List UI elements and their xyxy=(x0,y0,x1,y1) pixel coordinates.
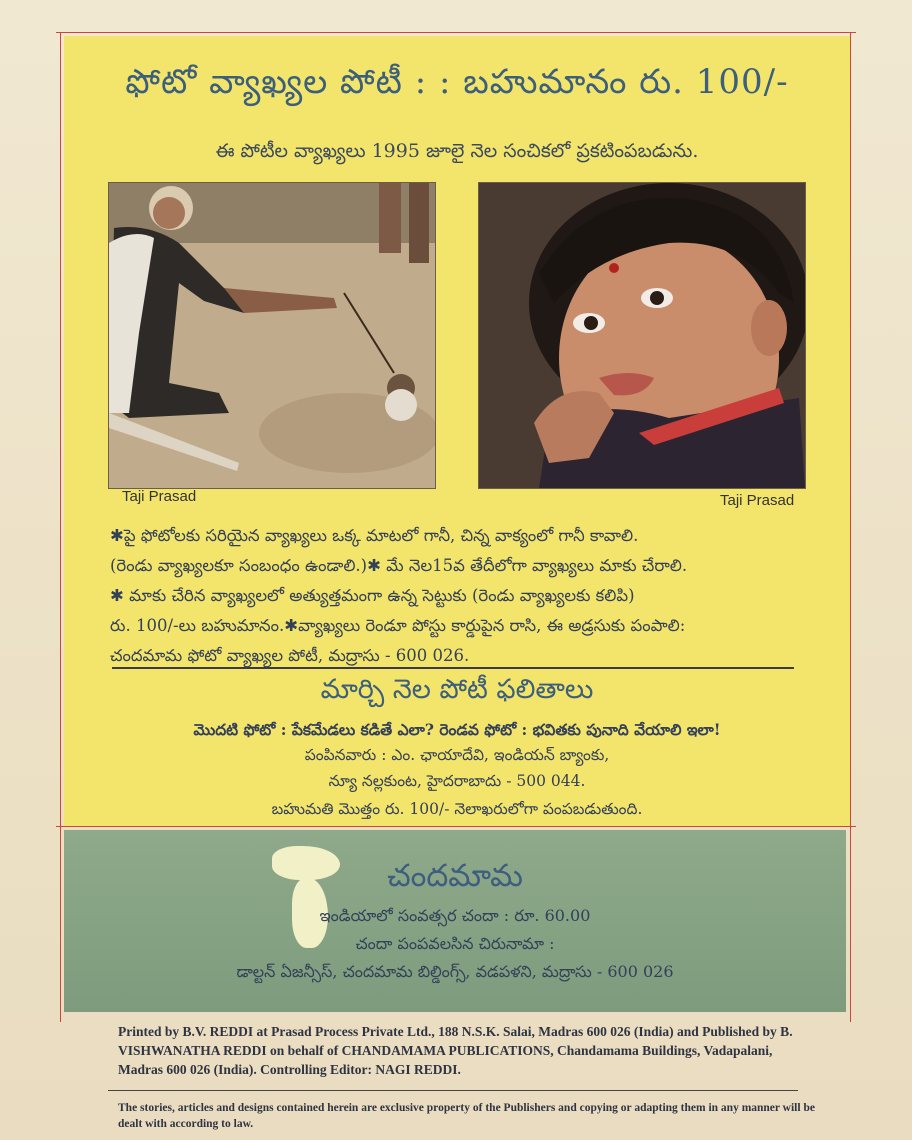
results-sender-address: న్యూ నల్లకుంట, హైదరాబాదు - 500 044. xyxy=(328,772,586,790)
imprint-rule xyxy=(108,1090,798,1091)
contest-heading: ఫోటో వ్యాఖ్యల పోటీ : : బహుమానం రు. 100/- xyxy=(125,62,789,102)
rules-line-1: ✱పై ఫోటోలకు సరియైన వ్యాఖ్యలు ఒక్క మాటలో గానీ, చిన్న వాక్యంలో గానీ కావాలి. xyxy=(110,526,639,545)
panel-divider-line xyxy=(56,826,856,827)
right-border-line xyxy=(850,32,851,1022)
rules-line-5: చందమామ ఫోటో వ్యాఖ్యల పోటీ, మద్రాసు - 600 026. xyxy=(110,646,470,665)
rules-line-2: (రెండు వ్యాఖ్యలకూ సంబంధం ఉండాలి.)✱ మే నెల15వ తేదీలోగా వ్యాఖ్యలు మాకు చేరాలి. xyxy=(110,556,688,575)
photo-left-credit: Taji Prasad xyxy=(122,488,197,505)
subscription-address-label: చందా పంపవలసిన చిరునామా : xyxy=(355,934,555,953)
section-divider xyxy=(112,667,794,669)
results-title: మార్చి నెల పోటీ ఫలితాలు xyxy=(320,674,594,705)
contest-subheading: ఈ పోటీల వ్యాఖ్యలు 1995 జూలై నెల సంచికలో ప్రకటింపబడును. xyxy=(215,140,699,162)
child-portrait-photo xyxy=(479,183,805,488)
top-border-line xyxy=(56,32,856,33)
left-border-line xyxy=(60,32,61,1022)
legal-notice: The stories, articles and designs contained herein are exclusive property of the Publishers and copying or adapting them in any manner will be dealt with according to law. xyxy=(118,1102,815,1130)
results-sender: పంపినవారు : ఎం. ఛాయాదేవి, ఇండియన్ బ్యాంకు, xyxy=(304,746,610,764)
subscription-rate: ఇండియాలో సంవత్సర చందా : రూ. 60.00 xyxy=(319,906,591,925)
subscription-title: చందమామ xyxy=(387,858,523,894)
imprint-text: Printed by B.V. REDDI at Prasad Process Private Ltd., 188 N.S.K. Salai, Madras 600 026 (India) and Published by B. VISHWANATHA REDDI on behalf of CHANDAMAMA PUBLICATIONS, Chandamama Buildings, Vadapalani, Madras 600 026 (India). Controlling Editor: NAGI REDDI. xyxy=(118,1024,793,1077)
results-winning-captions: మొదటి ఫోటో : పేకమేడలు కడితే ఎలా? రెండవ ఫోటో : భవితకు పునాది వేయాలి ఇలా! xyxy=(193,720,721,739)
photo-right-credit: Taji Prasad xyxy=(720,492,795,509)
contest-photo-right xyxy=(478,182,806,489)
results-prize-note: బహుమతి మొత్తం రు. 100/- నెలాఖరులోగా పంపబడుతుంది. xyxy=(271,800,643,818)
man-with-monkey-photo xyxy=(109,183,435,488)
subscription-address: డాల్టన్ ఏజన్సీస్, చందమామ బిల్డింగ్స్, వడపళని, మద్రాసు - 600 026 xyxy=(236,962,674,981)
rules-line-4: రు. 100/-లు బహుమానం.✱వ్యాఖ్యలు రెండూ పోస్టు కార్డుపైన రాసి, ఈ అడ్రసుకు పంపాలి: xyxy=(110,616,686,635)
contest-photo-left xyxy=(108,182,436,489)
rules-line-3: ✱ మాకు చేరిన వ్యాఖ్యలలో అత్యుత్తమంగా ఉన్న సెట్టుకు (రెండు వ్యాఖ్యలకు కలిపి) xyxy=(110,586,635,605)
